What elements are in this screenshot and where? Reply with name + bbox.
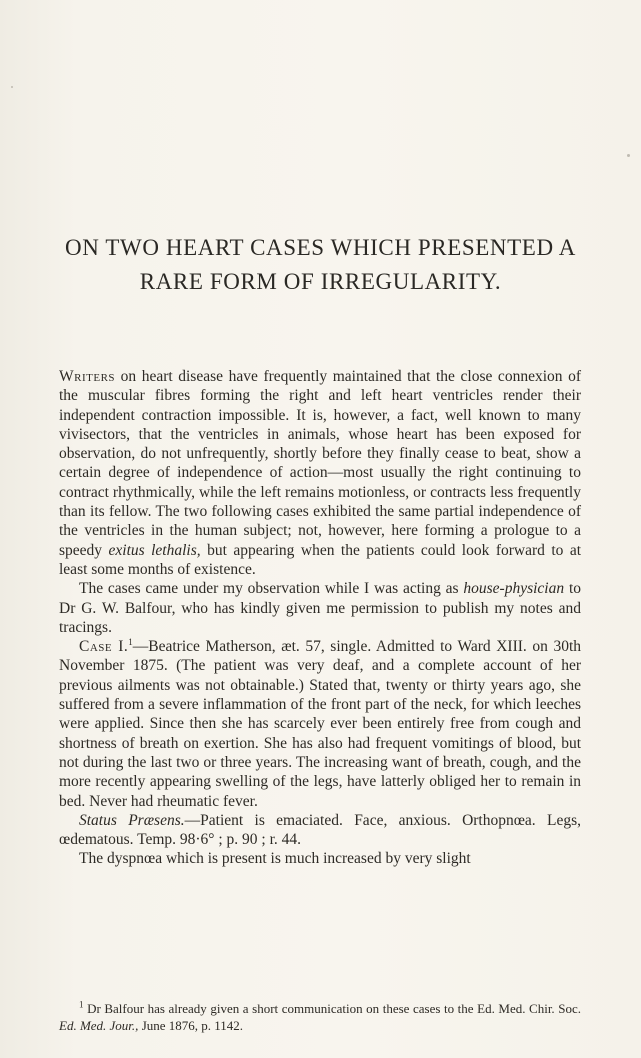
paragraph-text: but appearing when the patients could look forward to at least some months of existence.	[59, 541, 582, 578]
footnotes	[59, 1001, 581, 1034]
paragraph-text: The cases came under my observation while I was acting as	[79, 580, 464, 598]
paper-speck	[627, 154, 630, 157]
article-body	[59, 367, 581, 869]
footnote-marker: 1	[128, 637, 133, 647]
journal-name: Ed. Med. Jour.,	[59, 1017, 139, 1033]
footnote	[59, 1001, 581, 1034]
footnote-text: Dr Balfour has already given a short communication on these cases to the Ed. Med. Chir. Soc.	[83, 1001, 581, 1016]
paragraph-text: —Beatrice Matherson, æt. 57, single. Admitted to Ward XIII. on 30th November 1875. (The patient was very deaf, and a complete account of her previous ailments was not obtainable.) Stated that, twenty or thirty years ago, she suffered from a severe inflammation of the front part of the neck, for which leeches were applied. Since then she has scarcely ever been entirely free from cough and shortness of breath on exertion. She has also had frequent vomitings of blood, but not during the last two or three years. The increasing want of breath, cough, and the more recently appearing swelling of the legs, have latterly obliged her to remain in bed. Never had rheumatic fever.	[59, 638, 581, 810]
paragraph-text: on heart disease have frequently maintained that the close connexion of the muscular fibres forming the right and left heart ventricles render their independent contraction impossible. It is, however, a fact, well known to many vivisectors, that the ventricles in animals, whose heart has been exposed for observation, do not unfrequently, shortly before they finally cease to beat, show a certain degree of independence of action—most usually the right continuing to contract rhythmically, while the left remains motionless, or contracts less frequently than its fellow. The two following cases exhibited the same partial independence of the ventricles in the human subject; not, however, here forming a prologue to a speedy	[59, 368, 581, 559]
paragraph-lead-word: Writers	[59, 368, 116, 385]
paragraph-status	[59, 811, 581, 850]
paragraph-case-one	[59, 637, 581, 811]
article-title-line-1: ON TWO HEART CASES WHICH PRESENTED A	[65, 235, 576, 260]
emphasized-term: house-physician	[463, 580, 565, 598]
paragraph-text: —Patient is emaciated. Face, anxious. Orthopnœa. Legs, œdematous. Temp. 98·6° ; p. 90 ; r. 44.	[59, 811, 582, 849]
case-heading: Case I.	[79, 638, 129, 656]
paragraph-text: to Dr G. W. Balfour, who has kindly given me permission to publish my notes and tracings.	[59, 580, 581, 636]
paragraph-text: The dyspnœa which is present is much increased by very slight	[79, 850, 471, 868]
article-title-line-2: RARE FORM OF IRREGULARITY.	[139, 269, 502, 294]
latin-phrase: exitus lethalis,	[108, 541, 201, 559]
paper-speck	[11, 86, 13, 88]
footnote-number: 1	[79, 999, 84, 1010]
paragraph-intro	[59, 367, 581, 579]
paragraph-observation	[59, 579, 581, 637]
paragraph-dyspnoea	[59, 849, 581, 868]
footnote-text: June 1876, p. 1142.	[138, 1017, 244, 1033]
status-heading: Status Præsens.	[79, 811, 185, 829]
